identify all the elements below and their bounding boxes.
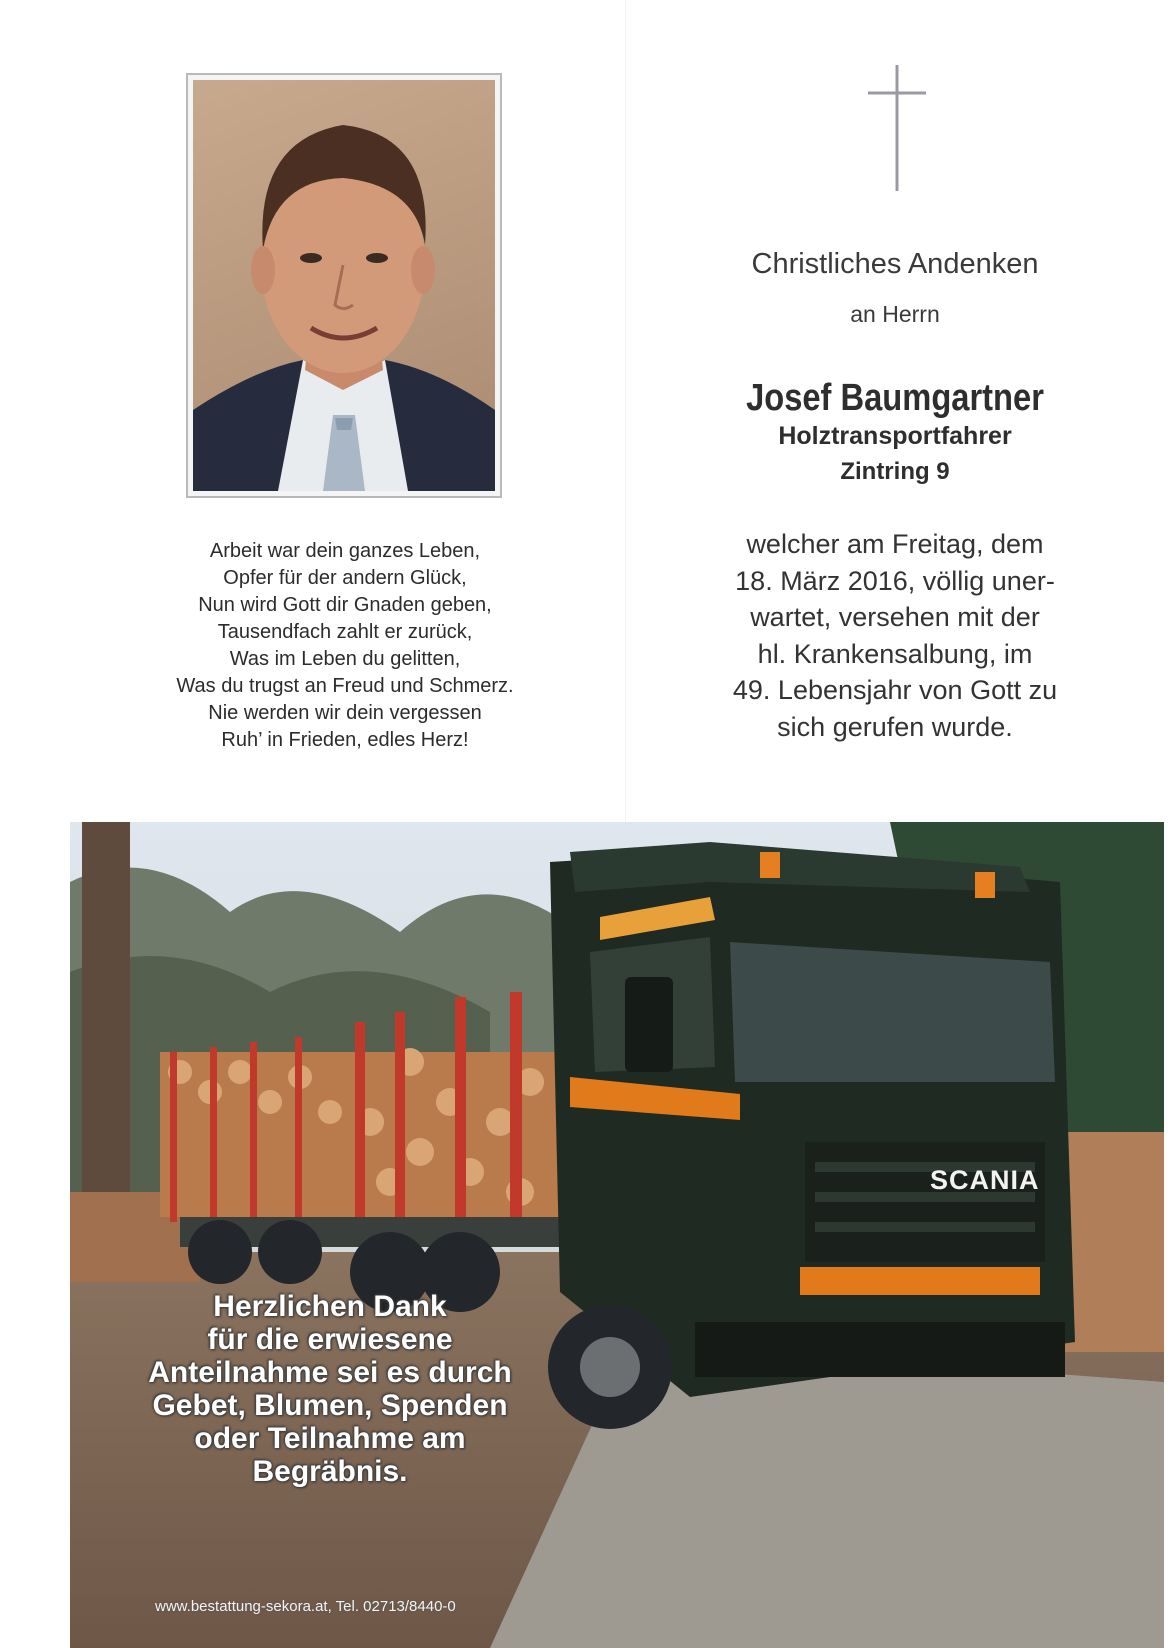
memorial-heading: Christliches Andenken	[751, 248, 1039, 280]
death-notice-line: 49. Lebensjahr von Gott zu	[732, 675, 1058, 705]
thanks-message	[115, 1290, 545, 1488]
cross-icon	[862, 63, 932, 193]
death-notice-line: sich gerufen wurde.	[777, 711, 1013, 742]
poem-line: Opfer für der andern Glück,	[223, 567, 467, 589]
occupation: Holztransportfahrer	[778, 422, 1012, 450]
poem-line: Was du trugst an Freud und Schmerz.	[176, 675, 514, 697]
thanks-line: Gebet, Blumen, Spenden	[152, 1389, 508, 1422]
poem-line: Was im Leben du gelitten,	[229, 648, 461, 670]
poem-line: Ruh’ in Frieden, edles Herz!	[221, 729, 469, 751]
deceased-name: Josef Baumgartner	[746, 377, 1044, 419]
thanks-line: für die erwiesene	[207, 1323, 453, 1356]
poem	[145, 538, 545, 754]
address: Zintring 9	[840, 458, 950, 485]
poem-line: Nun wird Gott dir Gnaden geben,	[198, 594, 492, 616]
thanks-line: Anteilnahme sei es durch	[148, 1356, 512, 1389]
death-notice-line: welcher am Freitag, dem	[746, 529, 1044, 559]
death-notice-line: 18. März 2016, völlig uner-	[735, 565, 1055, 596]
truck-brand: SCANIA	[930, 1165, 1040, 1195]
death-notice-line: hl. Krankensalbung, im	[757, 638, 1033, 669]
portrait-photo	[193, 80, 495, 491]
death-notice-line: wartet, versehen mit der	[750, 602, 1040, 632]
portrait-frame	[186, 73, 502, 498]
truck-photo	[70, 822, 1164, 1648]
poem-line: Nie werden wir dein vergessen	[208, 702, 482, 724]
poem-line: Tausendfach zahlt er zurück,	[217, 621, 473, 643]
thanks-line: Herzlichen Dank	[213, 1290, 447, 1323]
thanks-line: Begräbnis.	[252, 1455, 408, 1488]
footer-contact: www.bestattung-sekora.at, Tel. 02713/8440-0	[155, 1598, 456, 1615]
death-notice	[680, 526, 1110, 745]
salutation: an Herrn	[850, 301, 940, 327]
thanks-line: oder Teilnahme am	[194, 1422, 466, 1455]
poem-line: Arbeit war dein ganzes Leben,	[209, 540, 481, 562]
